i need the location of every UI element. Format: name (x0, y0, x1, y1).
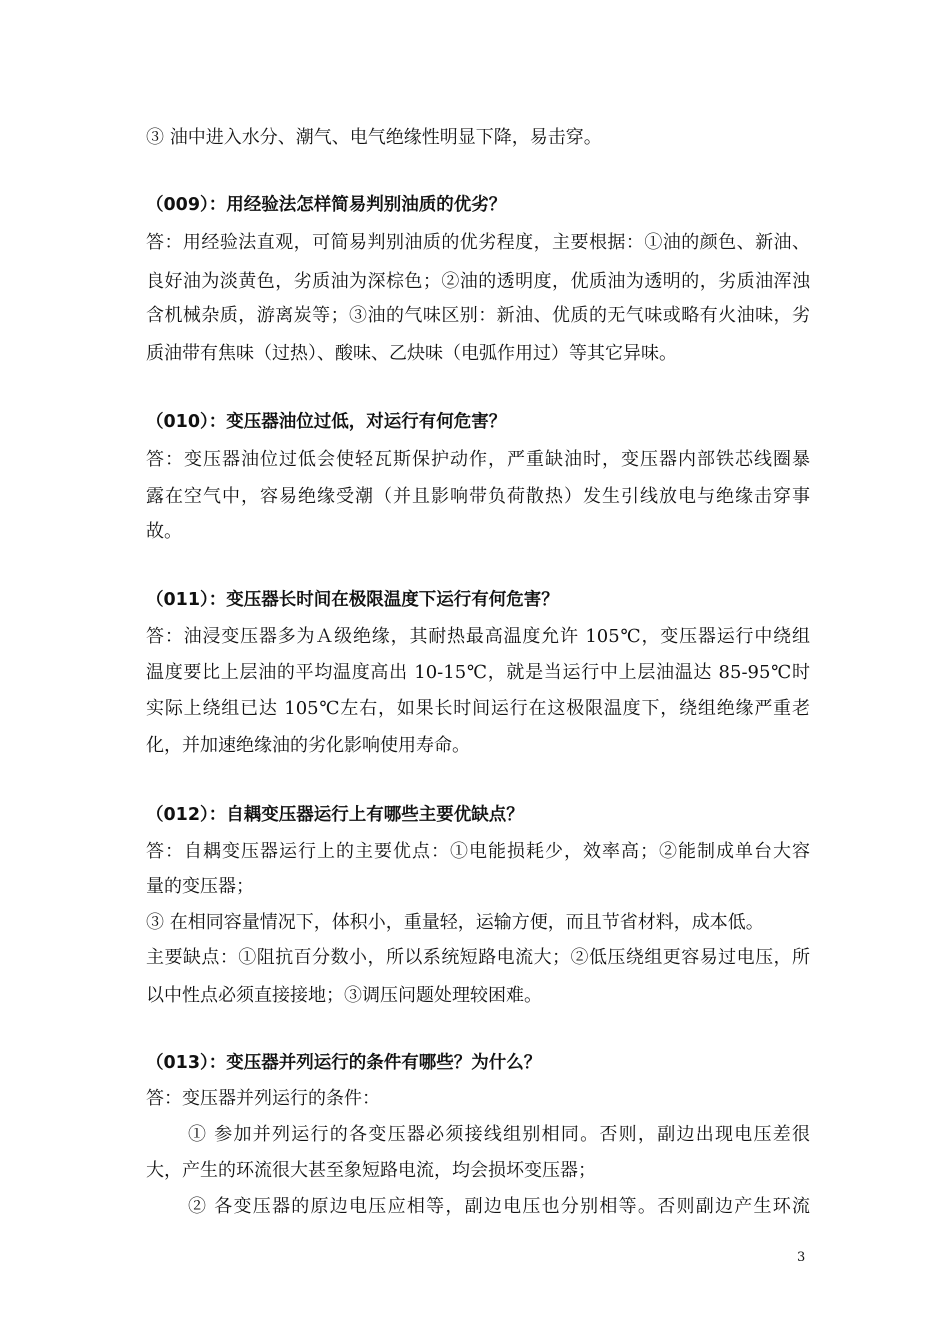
question-heading-011: （011）：变压器长时间在极限温度下运行有何危害？ (146, 590, 559, 610)
answer-line: 露在空气中，容易绝缘受潮（并且影响带负荷散热）发生引线放电与绝缘击穿事 (146, 486, 810, 507)
answer-line: 答：用经验法直观，可简易判别油质的优劣程度，主要根据：①油的颜色、新油、 (146, 232, 810, 253)
page-number: 3 (797, 1250, 806, 1265)
answer-line: 主要缺点：①阻抗百分数小，所以系统短路电流大；②低压绕组更容易过电压，所 (146, 947, 810, 968)
answer-line: 答：变压器油位过低会使轻瓦斯保护动作，严重缺油时，变压器内部铁芯线圈暴 (146, 449, 810, 470)
answer-line: 化，并加速绝缘油的劣化影响使用寿命。 (146, 735, 470, 756)
answer-line: 质油带有焦味（过热）、酸味、乙炔味（电弧作用过）等其它异味。 (146, 343, 677, 364)
answer-line: 含机械杂质，游离炭等；③油的气味区别：新油、优质的无气味或略有火油味，劣 (146, 305, 810, 326)
answer-line: 答：变压器并列运行的条件： (146, 1088, 380, 1109)
question-heading-009: （009）：用经验法怎样简易判别油质的优劣？ (146, 195, 507, 215)
answer-line: 温度要比上层油的平均温度高出 10-15℃，就是当运行中上层油温达 85-95℃时 (146, 662, 810, 683)
answer-line: ③ 在相同容量情况下，体积小，重量轻，运输方便，而且节省材料，成本低。 (146, 912, 764, 933)
answer-line: ② 各变压器的原边电压应相等，副边电压也分别相等。否则副边产生环流 (188, 1196, 810, 1217)
answer-line: 大，产生的环流很大甚至象短路电流，均会损坏变压器； (146, 1160, 596, 1181)
answer-line: 量的变压器； (146, 876, 254, 897)
answer-line: 答：油浸变压器多为Ａ级绝缘，其耐热最高温度允许 105℃，变压器运行中绕组 (146, 626, 810, 647)
answer-line: ① 参加并列运行的各变压器必须接线组别相同。否则，副边出现电压差很 (188, 1124, 810, 1145)
answer-line: 答：自耦变压器运行上的主要优点：①电能损耗少，效率高；②能制成单台大容 (146, 841, 810, 862)
answer-line: 故。 (146, 521, 182, 542)
answer-line: 以中性点必须直接接地；③调压问题处理较困难。 (146, 985, 542, 1006)
answer-line: 实际上绕组已达 105℃左右，如果长时间运行在这极限温度下，绕组绝缘严重老 (146, 698, 810, 719)
question-heading-012: （012）：自耦变压器运行上有哪些主要优缺点？ (146, 805, 524, 825)
answer-line: 良好油为淡黄色，劣质油为深棕色；②油的透明度，优质油为透明的，劣质油浑浊 (146, 271, 810, 292)
question-heading-010: （010）：变压器油位过低，对运行有何危害？ (146, 412, 507, 432)
answer-line: ③ 油中进入水分、潮气、电气绝缘性明显下降，易击穿。 (146, 127, 602, 148)
question-heading-013: （013）：变压器并列运行的条件有哪些？为什么？ (146, 1053, 542, 1073)
